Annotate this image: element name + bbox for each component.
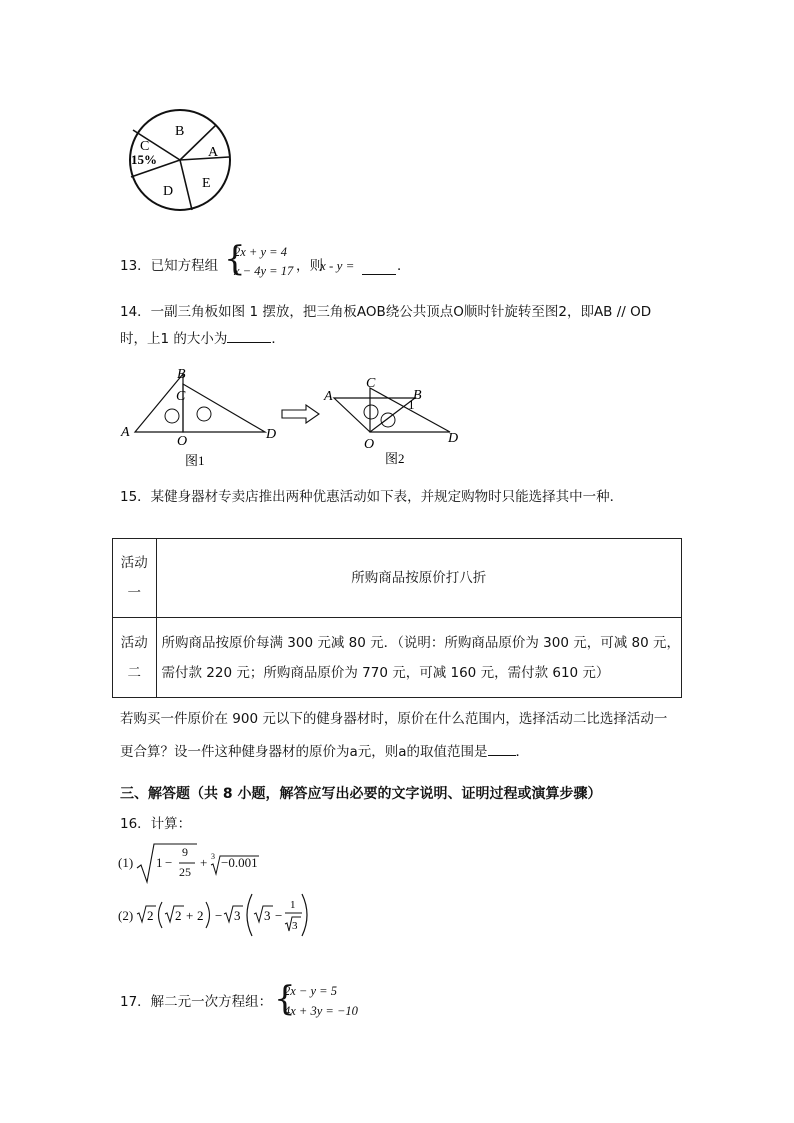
svg-text:3: 3 xyxy=(292,920,298,932)
table-row xyxy=(113,618,682,698)
q14-line-2-end: ． xyxy=(271,331,285,347)
q16-part-1-plus: + xyxy=(200,855,208,870)
arrow-icon xyxy=(280,404,322,424)
pie-label-e: E xyxy=(202,176,211,191)
svg-text:2: 2 xyxy=(175,908,182,923)
pie-label-c-percent: 15% xyxy=(131,152,157,167)
q16-part-2-label: (2) xyxy=(118,908,134,923)
fig1-label-a: A xyxy=(121,425,130,440)
svg-text:−: − xyxy=(215,908,223,923)
q13-prefix: 13．已知方程组 xyxy=(120,258,219,274)
pie-label-a: A xyxy=(208,145,219,160)
pie-label-b: B xyxy=(175,124,185,139)
q15-after-line-1: 若购买一件原价在 900 元以下的健身器材时，原价在什么范围内，选择活动二比选择活动一 xyxy=(120,711,668,727)
activity-1-label-line-2: 一 xyxy=(127,585,141,601)
q14-line-2-text: 时，上1 的大小为 xyxy=(120,331,228,347)
q15-after-line-2 xyxy=(120,741,529,762)
q16-part-1-numerator: 9 xyxy=(182,845,188,859)
fig2-hole xyxy=(381,413,395,427)
fig1-caption: 图1 xyxy=(185,453,205,468)
activity-2-label-line-2: 二 xyxy=(127,664,141,681)
svg-text:1: 1 xyxy=(290,899,296,911)
activity-2-content-line-1: 所购商品按原价每满 300 元减 80 元．（说明：所购商品原价为 300 元，可减 80 元， xyxy=(161,634,680,651)
q16-part-1-minus: − xyxy=(165,855,173,870)
svg-text:+: + xyxy=(186,908,194,923)
q13-equation-2: x − 4y = 17 xyxy=(234,264,294,278)
pie-divider xyxy=(180,160,192,210)
q13-answer-blank xyxy=(362,260,396,275)
activity-1-label-line-1: 活动 xyxy=(120,555,148,571)
q16-part-1 xyxy=(118,840,258,886)
q17-prefix: 17．解二元一次方程组： xyxy=(120,994,273,1010)
fig2-label-d: D xyxy=(448,431,459,446)
q14-line-2 xyxy=(120,328,285,349)
fig2-hole xyxy=(364,405,378,419)
q15-after-line-2-end: ． xyxy=(515,744,530,760)
fig1-hole xyxy=(165,409,179,423)
pie-label-c: C xyxy=(140,139,150,154)
fig1-label-b: B xyxy=(177,367,186,382)
q17-brace: { xyxy=(274,979,296,1019)
svg-text:3: 3 xyxy=(264,908,271,923)
q13-brace: { xyxy=(224,239,246,279)
figure-2 xyxy=(318,372,468,470)
pie-label-d: D xyxy=(163,184,174,199)
activity-2-content xyxy=(156,618,681,698)
pie-divider xyxy=(180,157,229,160)
svg-text:−: − xyxy=(275,908,283,923)
activity-1-content: 所购商品按原价打八折 xyxy=(156,539,681,618)
q17-equation-1: 2x − y = 5 xyxy=(284,984,337,998)
q16-part-2 xyxy=(118,888,308,940)
q17-equation-2: 4x + 3y = −10 xyxy=(284,1004,358,1018)
activity-2-content-line-2: 需付款 220 元；所购商品原价为 770 元，可减 160 元，需付款 610 元） xyxy=(161,664,610,681)
pie-chart xyxy=(120,100,240,222)
q13-middle: ，则 xyxy=(296,258,323,274)
q16-part-1-denominator: 25 xyxy=(179,865,191,879)
q16-part-1-index: 3 xyxy=(211,852,215,861)
fig2-label-c: C xyxy=(366,376,376,391)
fig2-label-1: 1 xyxy=(408,397,415,412)
fig1-label-d: D xyxy=(266,427,277,442)
section-3-heading: 三、解答题（共 8 小题，解答应写出必要的文字说明、证明过程或演算步骤） xyxy=(120,786,602,802)
q16-part-1-one: 1 xyxy=(156,855,163,870)
fig2-label-b: B xyxy=(413,388,422,403)
q13-expression: x - y = xyxy=(320,258,355,273)
q15-after-line-2-text: 更合算？设一件这种健身器材的原价为a元，则a的取值范围是 xyxy=(120,744,488,760)
question-17 xyxy=(120,979,380,1022)
fig2-label-a: A xyxy=(324,389,333,404)
fig1-label-c: C xyxy=(176,389,186,404)
q16-part-1-radicand: −0.001 xyxy=(221,855,258,870)
promotion-table xyxy=(112,538,682,698)
fig1-label-o: O xyxy=(177,434,188,449)
fig1-triangle-cod xyxy=(183,384,265,432)
svg-text:3: 3 xyxy=(234,908,241,923)
q13-suffix: ． xyxy=(397,258,411,274)
q16-part-1-label: (1) xyxy=(118,855,134,870)
q14-answer-blank xyxy=(227,328,271,343)
q16-title: 16．计算： xyxy=(120,816,192,832)
fig2-triangle-aob xyxy=(334,398,415,432)
svg-text:2: 2 xyxy=(197,908,204,923)
table-row xyxy=(113,539,682,618)
q14-line-1: 14．一副三角板如图 1 摆放，把三角板AOB绕公共顶点O顺时针旋转至图2，即AB // OD xyxy=(120,304,652,320)
fig2-caption: 图2 xyxy=(385,451,405,466)
activity-1-label xyxy=(113,539,157,618)
activity-2-label-line-1: 活动 xyxy=(120,634,148,651)
q15-answer-blank xyxy=(488,741,516,756)
svg-text:2: 2 xyxy=(147,908,154,923)
activity-2-label xyxy=(113,618,157,698)
fig2-label-o: O xyxy=(364,437,375,452)
q16-part-2-expression xyxy=(136,888,308,940)
q13-equation-1: 2x + y = 4 xyxy=(234,245,287,259)
fig1-hole xyxy=(197,407,211,421)
q15-intro: 15．某健身器材专卖店推出两种优惠活动如下表，并规定购物时只能选择其中一种． xyxy=(120,489,624,505)
figure-1 xyxy=(115,362,290,470)
